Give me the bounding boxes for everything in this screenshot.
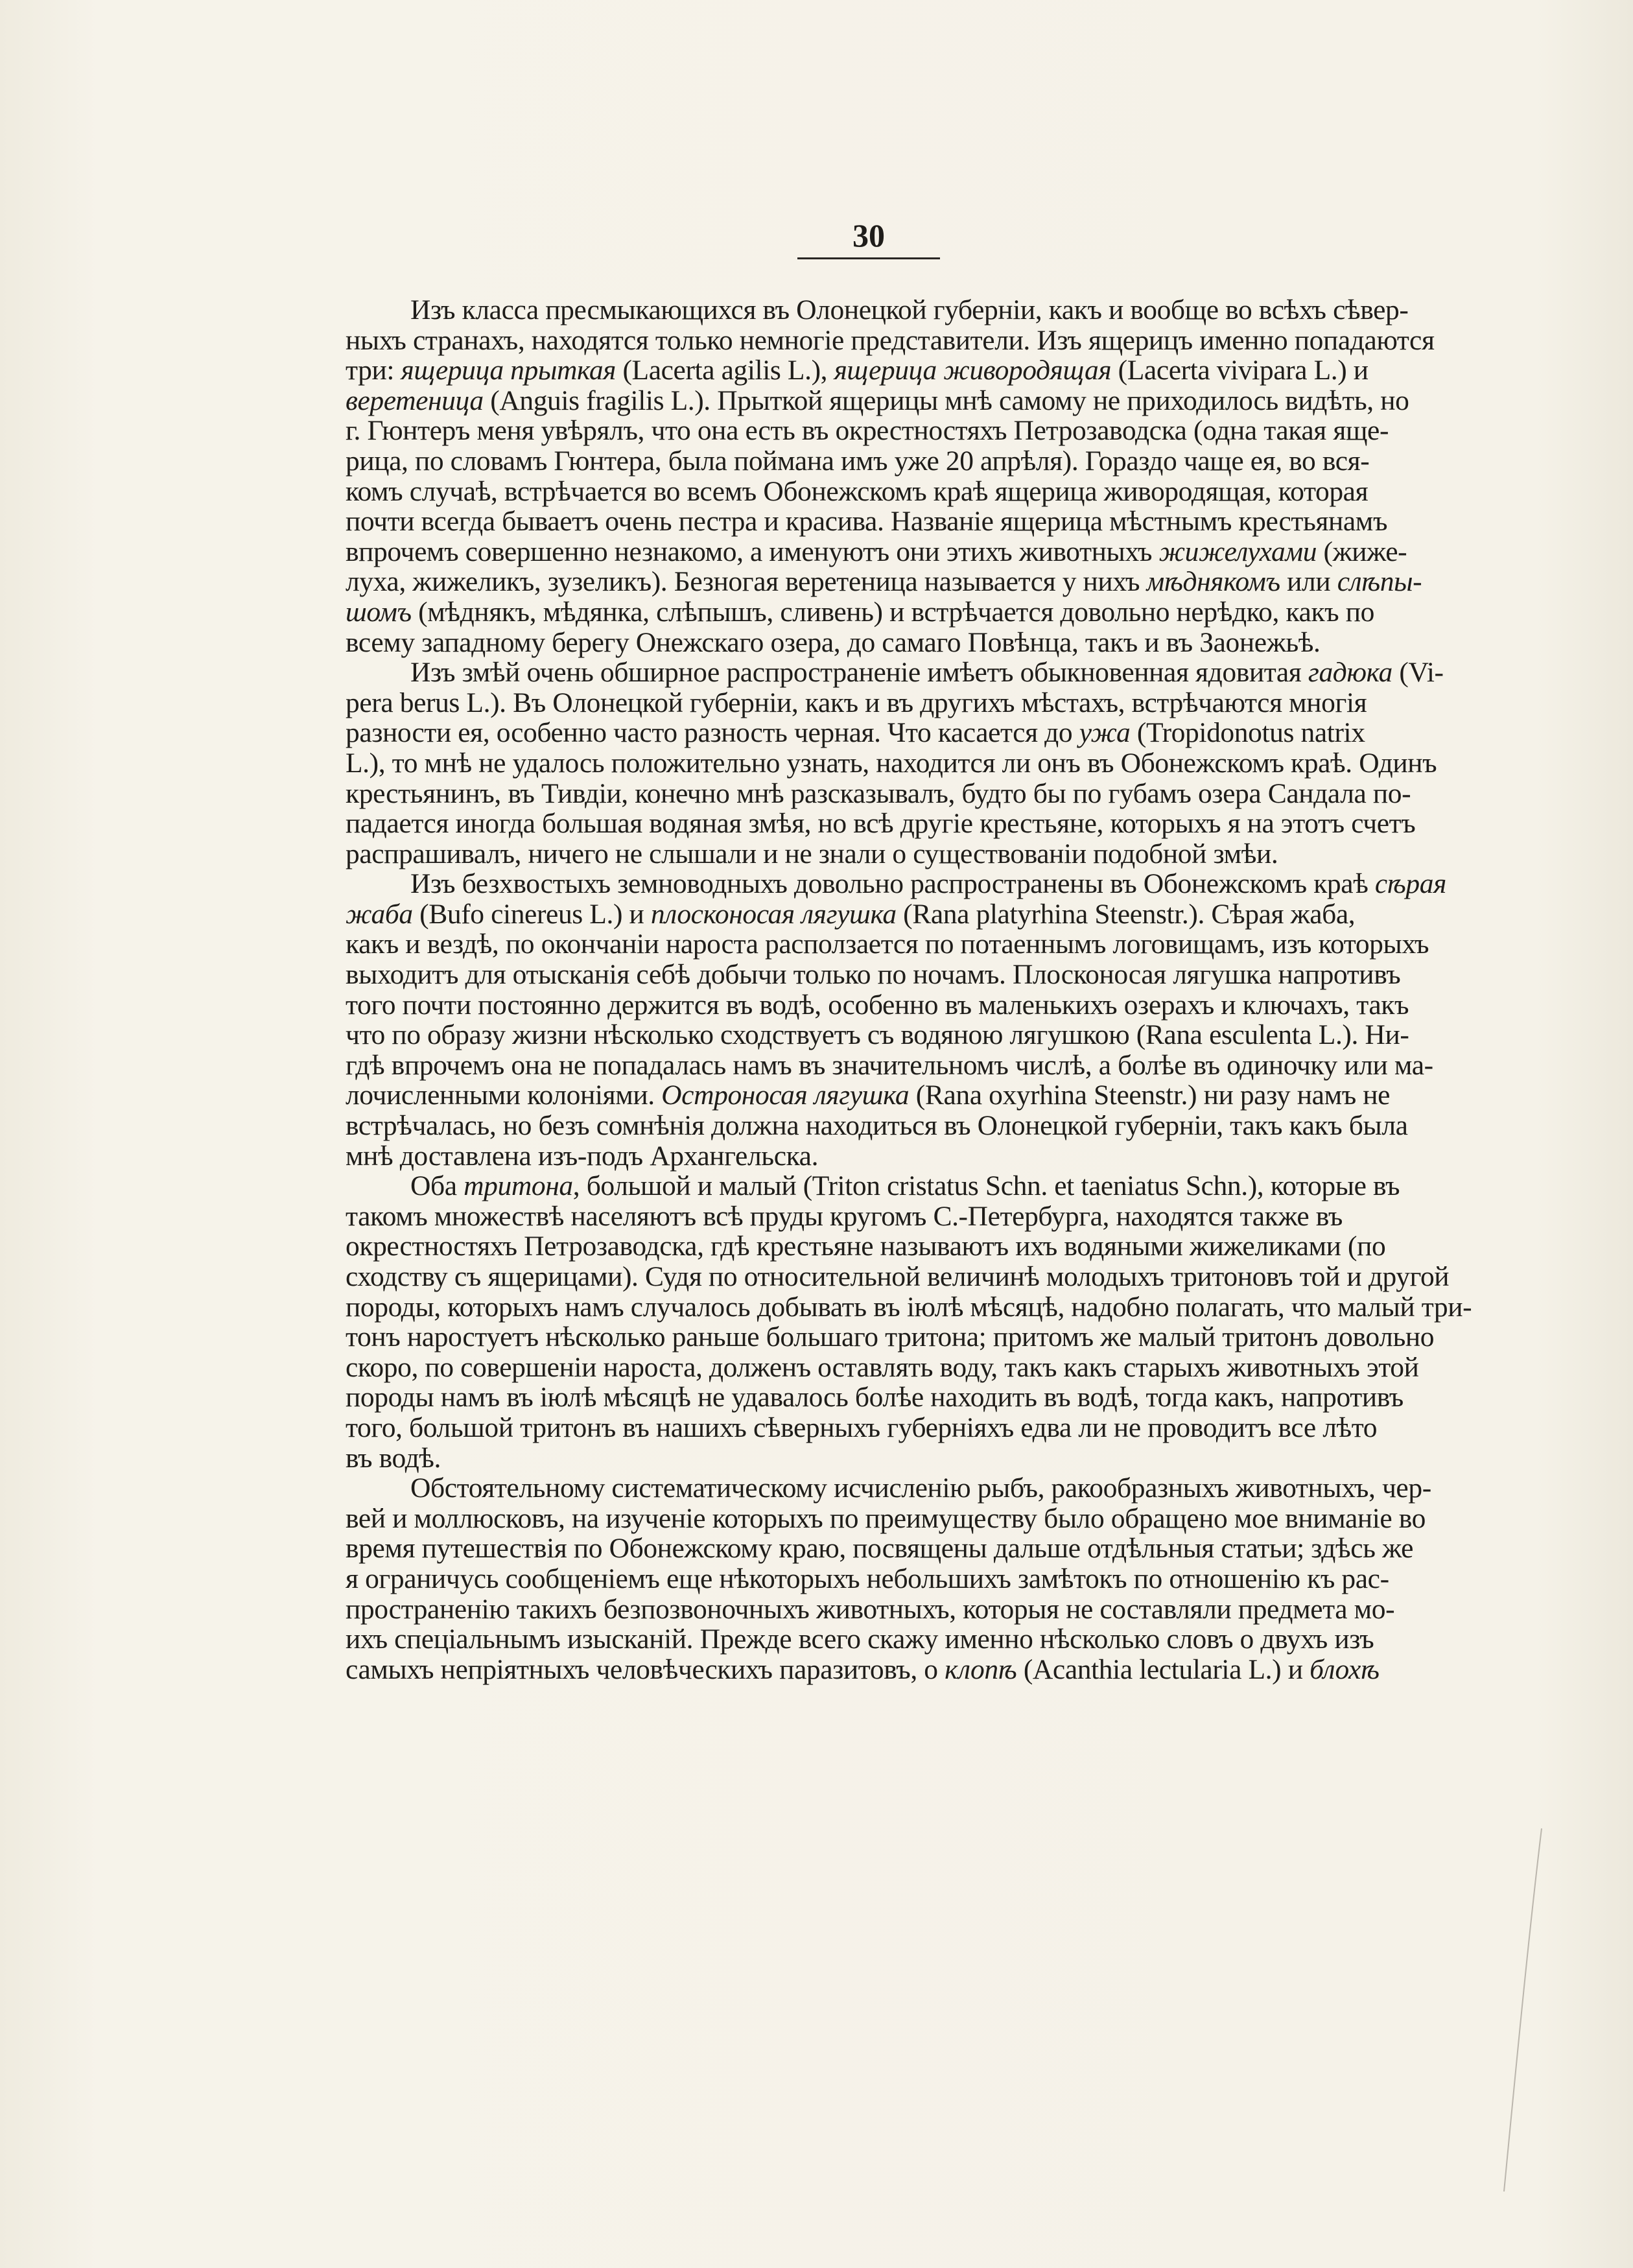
paragraph-newts — [346, 1171, 1497, 1473]
text-run: мнѣ доставлена изъ-подъ Архангельска. — [346, 1140, 819, 1172]
text-run: впрочемъ совершенно незнакомо, а именуютъ они этихъ животныхъ — [346, 536, 1159, 567]
italic-term: жаба — [346, 898, 413, 930]
text-run: комъ случаѣ, встрѣчается во всемъ Обонежскомъ краѣ ящерица живородящая, которая — [346, 475, 1369, 507]
page-number-rule — [797, 257, 940, 259]
text-run: распрашивалъ, ничего не слышали и не знали о существованіи подобной змѣи. — [346, 838, 1278, 869]
body-text — [346, 295, 1497, 1684]
italic-term: плосконосая лягушка — [650, 898, 897, 930]
text-run: тонъ наростуетъ нѣсколько раньше большаго тритона; притомъ же малый тритонъ довольно — [346, 1321, 1435, 1353]
italic-term: гадюка — [1308, 657, 1392, 689]
italic-term: слѣпы- — [1337, 566, 1422, 598]
text-run: (жиже- — [1317, 536, 1407, 567]
text-run: (Acanthia lectularia L.) и — [1016, 1653, 1310, 1685]
paragraph-lizards — [346, 295, 1497, 657]
italic-term: клопѣ — [945, 1653, 1017, 1685]
text-run: крестьянинъ, въ Тивдіи, конечно мнѣ разсказывалъ, будто бы по губамъ озера Сандала по- — [346, 777, 1411, 809]
text-run: такомъ множествѣ населяютъ всѣ пруды кругомъ С.-Петербурга, находятся также въ — [346, 1200, 1343, 1232]
text-run: время путешествія по Обонежскому краю, посвящены дальше отдѣльныя статьи; здѣсь же — [346, 1533, 1414, 1565]
paragraph-invertebrates — [346, 1473, 1497, 1684]
text-run: почти всегда бываетъ очень пестра и красива. Названіе ящерица мѣстнымъ крестьянамъ — [346, 506, 1388, 537]
text-run: пространенію такихъ безпозвоночныхъ животныхъ, которыя не составляли предмета мо- — [346, 1593, 1395, 1625]
text-run: всему западному берегу Онежскаго озера, до самаго Повѣнца, такъ и въ Заонежьѣ. — [346, 626, 1321, 658]
text-run: (мѣднякъ, мѣдянка, слѣпышъ, сливень) и встрѣчается довольно нерѣдко, какъ по — [411, 596, 1374, 628]
text-run: три: — [346, 355, 401, 386]
text-run: скоро, по совершеніи нароста, долженъ оставлять воду, такъ какъ старыхъ животныхъ этой — [346, 1351, 1419, 1383]
text-run: (Lacerta agilis L.), — [616, 355, 834, 386]
paragraph-snakes — [346, 657, 1497, 869]
italic-term: мѣднякомъ — [1146, 566, 1280, 598]
page-number: 30 — [852, 217, 885, 254]
text-run: лочисленными колоніями. — [346, 1080, 662, 1111]
text-run: падается иногда большая водяная змѣя, но всѣ другіе крестьяне, которыхъ я на этотъ счетъ — [346, 808, 1416, 840]
text-run: Оба — [410, 1170, 464, 1202]
page-edge-scan-mark — [1485, 1828, 1549, 2191]
text-run: гдѣ впрочемъ она не попадалась намъ въ значительномъ числѣ, а болѣе въ одиночку или ма- — [346, 1049, 1433, 1081]
text-run: я ограничусь сообщеніемъ еще нѣкоторыхъ небольшихъ замѣтокъ по отношенію къ рас- — [346, 1563, 1389, 1594]
paragraph-frogs-toads — [346, 869, 1497, 1171]
text-run: или — [1280, 566, 1337, 598]
text-run: самыхъ непріятныхъ человѣческихъ паразитовъ, о — [346, 1653, 945, 1685]
text-run: породы, которыхъ намъ случалось добывать въ іюлѣ мѣсяцѣ, надобно полагать, что малый три- — [346, 1291, 1472, 1323]
text-run: луха, жижеликъ, зузеликъ). Безногая веретеница называется у нихъ — [346, 566, 1147, 598]
italic-term: блохѣ — [1310, 1653, 1380, 1685]
text-run: встрѣчалась, но безъ сомнѣнія должна находиться въ Олонецкой губерніи, такъ какъ была — [346, 1110, 1408, 1142]
text-run: (Bufo cinereus L.) и — [412, 898, 651, 930]
italic-term: жижелухами — [1158, 536, 1317, 567]
text-run: окрестностяхъ Петрозаводска, гдѣ крестьяне называютъ ихъ водяными жижеликами (по — [346, 1231, 1386, 1262]
text-run: (Vi- — [1392, 657, 1444, 689]
text-run: ныхъ странахъ, находятся только немногіе представители. Изъ ящерицъ именно попадаются — [346, 324, 1435, 356]
italic-term: Остроносая лягушка — [661, 1080, 910, 1111]
text-run: Обстоятельному систематическому исчисленію рыбъ, ракообразныхъ животныхъ, чер- — [410, 1472, 1431, 1504]
text-run: Изъ безхвостыхъ земноводныхъ довольно распространены въ Обонежскомъ краѣ — [410, 868, 1375, 900]
text-run: Изъ класса пресмыкающихся въ Олонецкой губерніи, какъ и вообще во всѣхъ сѣвер- — [410, 294, 1409, 325]
text-run: (Anguis fragilis L.). Прыткой ящерицы мнѣ самому не приходилось видѣть, но — [483, 384, 1409, 416]
text-run: (Lacerta vivipara L.) и — [1111, 355, 1369, 386]
text-run: (Rana platyrhina Steenstr.). Сѣрая жаба, — [896, 898, 1356, 930]
text-run: породы намъ въ іюлѣ мѣсяцѣ не удавалось болѣе находить въ водѣ, тогда какъ, напротивъ — [346, 1382, 1404, 1413]
italic-term: тритона — [464, 1170, 573, 1202]
text-run: L.), то мнѣ не удалось положительно узнать, находится ли онъ въ Обонежскомъ краѣ. Одинъ — [346, 747, 1437, 779]
text-run: (Tropidonotus natrix — [1130, 717, 1365, 749]
text-run: рица, по словамъ Гюнтера, была поймана имъ уже 20 апрѣля). Гораздо чаще ея, во вся- — [346, 445, 1370, 477]
text-run: (Rana oxyrhina Steenstr.) ни разу намъ не — [909, 1080, 1391, 1111]
text-run: сходству съ ящерицами). Судя по относительной величинѣ молодыхъ тритоновъ той и другой — [346, 1261, 1450, 1292]
text-run: какъ и вездѣ, по окончаніи нароста расползается по потаеннымъ логовищамъ, изъ которыхъ — [346, 928, 1429, 960]
text-run: pera berus L.). Въ Олонецкой губерніи, какъ и въ другихъ мѣстахъ, встрѣчаются многія — [346, 687, 1367, 718]
text-run: , большой и малый (Triton cristatus Schn. et taeniatus Schn.), которые въ — [572, 1170, 1400, 1202]
text-run: вей и моллюсковъ, на изученіе которыхъ по преимуществу было обращено мое вниманіе во — [346, 1502, 1426, 1534]
text-run: г. Гюнтеръ меня увѣрялъ, что она есть въ окрестностяхъ Петрозаводска (одна такая яще- — [346, 415, 1389, 447]
italic-term: ужа — [1079, 717, 1131, 749]
text-run: разности ея, особенно часто разность черная. Что касается до — [346, 717, 1079, 749]
text-run: того почти постоянно держится въ водѣ, особенно въ маленькихъ озерахъ и ключахъ, такъ — [346, 989, 1409, 1021]
text-run: Изъ змѣй очень обширное распространеніе имѣетъ обыкновенная ядовитая — [410, 657, 1308, 689]
text-run: того, большой тритонъ въ нашихъ сѣверныхъ губерніяхъ едва ли не проводитъ все лѣто — [346, 1412, 1378, 1443]
italic-term: шомъ — [346, 596, 412, 628]
italic-term: ящерица прыткая — [401, 355, 616, 386]
text-run: ихъ спеціальнымъ изысканій. Прежде всего скажу именно нѣсколько словъ о двухъ изъ — [346, 1624, 1374, 1655]
italic-term: сѣрая — [1374, 868, 1446, 900]
italic-term: ящерица живородящая — [834, 355, 1112, 386]
text-run: что по образу жизни нѣсколько сходствуетъ съ водяною лягушкою (Rana esculenta L.). Ни- — [346, 1019, 1409, 1051]
text-run: выходитъ для отысканія себѣ добычи только по ночамъ. Плосконосая лягушка напротивъ — [346, 959, 1401, 991]
italic-term: веретеница — [346, 384, 484, 416]
text-run: въ водѣ. — [346, 1442, 441, 1474]
